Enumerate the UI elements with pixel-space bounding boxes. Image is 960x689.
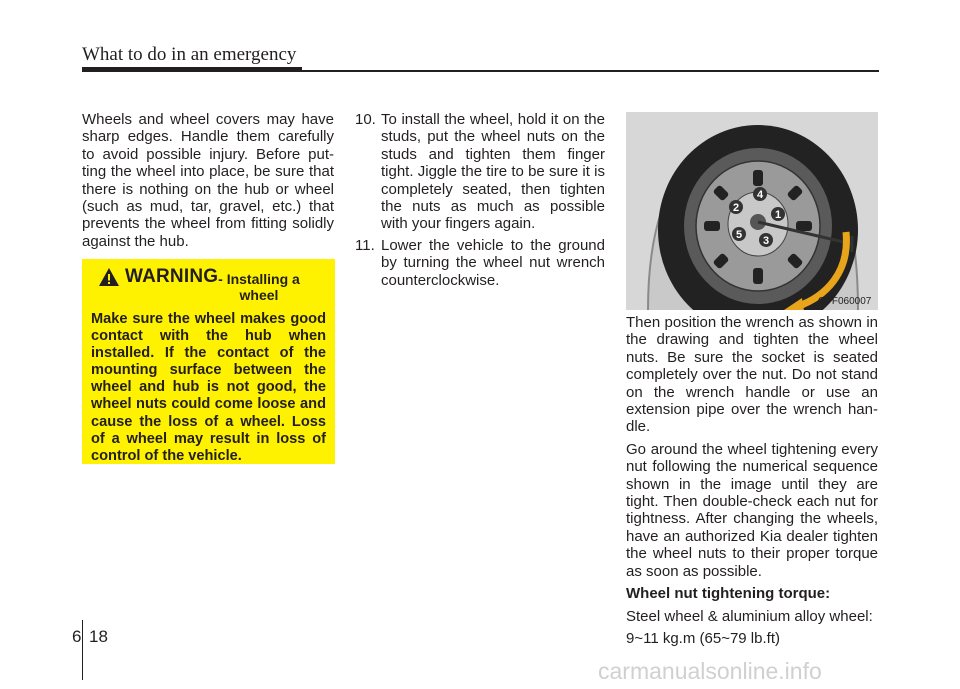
step-number: 10. <box>355 111 376 128</box>
warning-header <box>91 265 326 311</box>
instruction-steps <box>355 111 605 293</box>
header-rule <box>82 70 879 72</box>
page-number: 18 <box>89 627 108 646</box>
footer-divider <box>82 620 83 680</box>
torque-wheel-type: Steel wheel & aluminium alloy wheel: <box>626 607 873 625</box>
warning-subtitle: - Installing a wheel <box>218 271 300 303</box>
wheel-tightening-illustration <box>626 112 878 310</box>
watermark: carmanualsonline.info <box>598 658 822 684</box>
page-header-title: What to do in an emergency <box>82 44 297 65</box>
chapter-number: 6 <box>72 627 82 646</box>
nut-label-4: 4 <box>756 189 764 201</box>
step-10 <box>355 111 605 233</box>
warning-text: Make sure the wheel makes good contact with the hub when installed. If the contact of the mounting surface between the wheel and hub is not good, the wheel nuts could come loose and cause the loss of a wheel. Loss of a wheel may result in loss of control of the vehicle. <box>91 311 326 464</box>
paragraph-wrench-position: Then position the wrench as shown in the drawing and tighten the wheel nuts. Be sure the socket is seated completely over the nut. Do not stand on the wrench handle or use an extension pipe over the wrench han-dle. <box>626 314 878 436</box>
nut-label-3: 3 <box>762 235 770 247</box>
step-text: Lower the vehicle to the ground by turning the wheel nut wrench counterclockwise. <box>381 236 605 289</box>
step-text: To install the wheel, hold it on the studs, put the wheel nuts on the studs and tighten them finger tight. Jiggle the tire to be sure it is completely seated, then tighten the nuts as much as possible with your fingers again. <box>381 111 605 233</box>
warning-title: WARNING <box>125 266 219 287</box>
step-number: 11. <box>355 236 375 254</box>
paragraph-tightening-sequence: Go around the wheel tightening every nut following the numerical sequence shown in the image until they are tight. Then double-check each nut for tightness. After changing the wheels, have an authorized Kia dealer tighten the wheel nuts to their proper torque as soon as possible. <box>626 440 878 580</box>
torque-value: 9~11 kg.m (65~79 lb.ft) <box>626 629 780 647</box>
torque-heading: Wheel nut tightening torque: <box>626 585 831 603</box>
warning-triangle-icon <box>98 267 120 287</box>
nut-label-2: 2 <box>732 202 740 214</box>
tightening-instructions <box>626 314 878 652</box>
intro-paragraph: Wheels and wheel covers may have sharp edges. Handle them carefully to avoid possible injury. Before put-ting the wheel into place, be sure that there is nothing on the hub or wheel (such as mud, tar, gravel, etc.) that prevents the wheel from fitting solidly against the hub. <box>82 111 334 250</box>
warning-box <box>82 259 335 464</box>
figure-code: OTF060007 <box>818 296 872 307</box>
step-11 <box>355 237 605 289</box>
nut-label-1: 1 <box>774 209 782 221</box>
nut-label-5: 5 <box>735 229 743 241</box>
